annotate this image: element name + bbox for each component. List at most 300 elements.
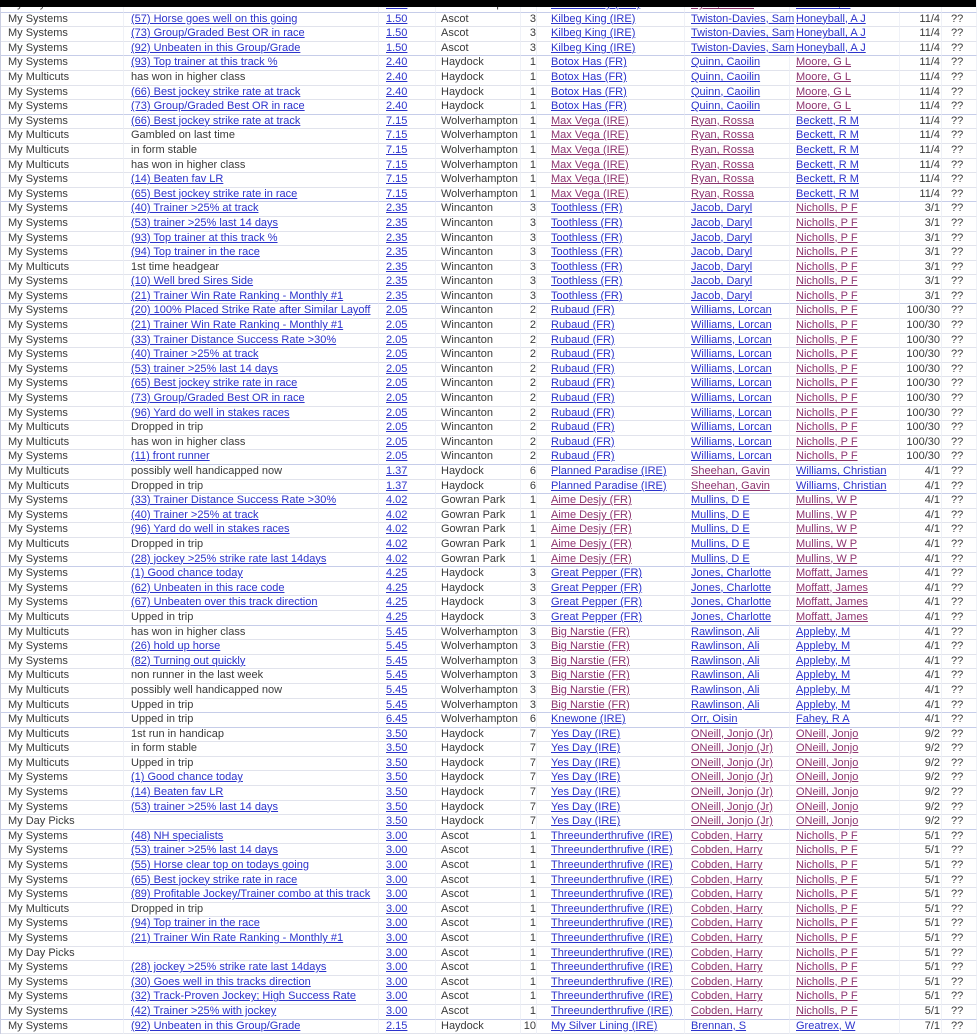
horse-link[interactable]: Threeunderthrufive (IRE) (551, 844, 673, 857)
race-time-link[interactable]: 3.50 (386, 756, 408, 769)
race-time-link[interactable]: 4.25 (386, 610, 408, 623)
system-description-link[interactable]: (33) Trainer Distance Success Rate >30% (131, 494, 337, 507)
system-description-link[interactable]: (57) Horse goes well on this going (131, 12, 298, 25)
horse-link[interactable]: Yes Day (IRE) (551, 727, 621, 740)
horse-link[interactable]: Rubaud (FR) (551, 421, 615, 434)
horse-link[interactable]: Big Narstie (FR) (551, 698, 630, 711)
trainer-link[interactable]: Williams, Christian (796, 479, 887, 492)
trainer-link[interactable]: Honeyball, A J (796, 12, 866, 25)
jockey-link[interactable]: Jones, Charlotte (691, 610, 772, 623)
race-time-link[interactable]: 4.25 (386, 581, 408, 594)
system-description-link[interactable]: (93) Top trainer at this track % (131, 231, 278, 244)
race-time-link[interactable]: 2.05 (386, 319, 408, 332)
system-description-link[interactable]: (73) Group/Graded Best OR in race (131, 27, 305, 40)
race-time-link[interactable]: 5.45 (386, 640, 408, 653)
trainer-link[interactable]: Nicholls, P F (796, 844, 858, 857)
trainer-link[interactable]: Nicholls, P F (796, 829, 858, 842)
race-time-link[interactable]: 2.35 (386, 260, 408, 273)
jockey-link[interactable]: ONeill, Jonjo (Jr) (691, 815, 773, 828)
jockey-link[interactable]: Ryan, Rossa (691, 143, 754, 156)
trainer-link[interactable]: Nicholls, P F (796, 902, 858, 915)
horse-link[interactable]: Max Vega (IRE) (551, 187, 629, 200)
jockey-link[interactable]: Cobden, Harry (691, 873, 763, 886)
race-time-link[interactable]: 1.50 (386, 27, 408, 40)
race-time-link[interactable]: 2.05 (386, 377, 408, 390)
system-description-link[interactable]: (1) Good chance today (131, 567, 243, 580)
race-time-link[interactable]: 1.50 (386, 12, 408, 25)
jockey-link[interactable]: Jones, Charlotte (691, 581, 772, 594)
race-time-link[interactable]: 1.37 (386, 465, 408, 477)
trainer-link[interactable]: ONeill, Jonjo (796, 756, 859, 769)
race-time-link[interactable]: 3.00 (386, 902, 408, 915)
system-description-link[interactable]: (65) Best jockey strike rate in race (131, 377, 298, 390)
trainer-link[interactable]: Appleby, M (796, 625, 851, 638)
race-time-link[interactable]: 3.00 (386, 1004, 408, 1017)
race-time-link[interactable]: 2.35 (386, 231, 408, 244)
race-time-link[interactable]: 3.00 (386, 975, 408, 988)
jockey-link[interactable]: Rawlinson, Ali (691, 683, 760, 696)
trainer-link[interactable]: Nicholls, P F (796, 216, 858, 229)
system-description-link[interactable]: (53) trainer >25% last 14 days (131, 362, 279, 375)
trainer-link[interactable]: Nicholls, P F (796, 917, 858, 930)
race-time-link[interactable]: 4.02 (386, 508, 408, 521)
horse-link[interactable]: Max Vega (IRE) (551, 129, 629, 142)
trainer-link[interactable]: Beckett, R M (796, 129, 859, 142)
trainer-link[interactable]: Nicholls, P F (796, 231, 858, 244)
jockey-link[interactable]: Williams, Lorcan (691, 450, 772, 463)
trainer-link[interactable]: Beckett, R M (796, 173, 859, 186)
trainer-link[interactable]: Honeyball, A J (796, 41, 866, 54)
system-description-link[interactable]: (28) jockey >25% strike rate last 14days (131, 552, 327, 565)
horse-link[interactable]: Big Narstie (FR) (551, 625, 630, 638)
race-time-link[interactable]: 2.40 (386, 56, 408, 69)
jockey-link[interactable]: Rawlinson, Ali (691, 654, 760, 667)
trainer-link[interactable]: Nicholls, P F (796, 377, 858, 390)
trainer-link[interactable]: Nicholls, P F (796, 859, 858, 872)
race-time-link[interactable]: 2.40 (386, 70, 408, 83)
race-time-link[interactable]: 7.15 (386, 158, 408, 171)
trainer-link[interactable]: Greatrex, W (796, 1019, 856, 1032)
jockey-link[interactable]: ONeill, Jonjo (Jr) (691, 727, 773, 740)
horse-link[interactable]: Threeunderthrufive (IRE) (551, 975, 673, 988)
race-time-link[interactable]: 4.02 (386, 537, 408, 550)
horse-link[interactable]: Aime Desjy (FR) (551, 523, 632, 536)
jockey-link[interactable]: Mullins, D E (691, 494, 750, 507)
horse-link[interactable]: Aime Desjy (FR) (551, 537, 632, 550)
race-time-link[interactable]: 5.45 (386, 698, 408, 711)
trainer-link[interactable]: Honeyball, A J (796, 27, 866, 40)
system-description-link[interactable]: (21) Trainer Win Rate Ranking - Monthly #1 (131, 319, 344, 332)
jockey-link[interactable]: Cobden, Harry (691, 975, 763, 988)
trainer-link[interactable]: Nicholls, P F (796, 975, 858, 988)
trainer-link[interactable]: Nicholls, P F (796, 275, 858, 288)
horse-link[interactable]: Toothless (FR) (551, 260, 623, 273)
horse-link[interactable]: Kilbeg King (IRE) (551, 27, 636, 40)
race-time-link[interactable]: 3.50 (386, 815, 408, 828)
race-time-link[interactable]: 1.50 (386, 41, 408, 54)
trainer-link[interactable]: Fahey, R A (796, 713, 850, 726)
race-time-link[interactable]: 2.35 (386, 289, 408, 302)
horse-link[interactable]: Aime Desjy (FR) (551, 552, 632, 565)
jockey-link[interactable]: Williams, Lorcan (691, 333, 772, 346)
system-description-link[interactable]: (65) Best jockey strike rate in race (131, 187, 298, 200)
system-description-link[interactable]: (40) Trainer >25% at track (131, 202, 259, 215)
system-description-link[interactable]: (96) Yard do well in stakes races (131, 523, 290, 536)
horse-link[interactable]: Threeunderthrufive (IRE) (551, 888, 673, 901)
horse-link[interactable]: Toothless (FR) (551, 275, 623, 288)
jockey-link[interactable]: Twiston-Davies, Sam (691, 41, 795, 54)
horse-link[interactable]: Aime Desjy (FR) (551, 508, 632, 521)
trainer-link[interactable]: Moore, G L (796, 85, 852, 98)
horse-link[interactable]: Rubaud (FR) (551, 392, 615, 405)
horse-link[interactable]: My Silver Lining (IRE) (551, 1019, 658, 1032)
race-time-link[interactable]: 7.15 (386, 173, 408, 186)
trainer-link[interactable]: Appleby, M (796, 654, 851, 667)
system-description-link[interactable]: (40) Trainer >25% at track (131, 348, 259, 361)
jockey-link[interactable]: ONeill, Jonjo (Jr) (691, 742, 773, 755)
trainer-link[interactable]: Beckett, R M (796, 114, 859, 127)
horse-link[interactable]: Threeunderthrufive (IRE) (551, 946, 673, 959)
race-time-link[interactable]: 3.00 (386, 888, 408, 901)
horse-link[interactable]: Max Vega (IRE) (551, 173, 629, 186)
jockey-link[interactable]: ONeill, Jonjo (Jr) (691, 756, 773, 769)
race-time-link[interactable]: 3.50 (386, 771, 408, 784)
horse-link[interactable]: Max Vega (IRE) (551, 114, 629, 127)
horse-link[interactable]: Rubaud (FR) (551, 450, 615, 463)
race-time-link[interactable]: 4.02 (386, 523, 408, 536)
trainer-link[interactable]: Mullins, W P (796, 494, 858, 507)
horse-link[interactable]: Botox Has (FR) (551, 85, 627, 98)
horse-link[interactable]: Rubaud (FR) (551, 319, 615, 332)
jockey-link[interactable]: Mullins, D E (691, 552, 750, 565)
horse-link[interactable]: Knewone (IRE) (551, 713, 626, 726)
race-time-link[interactable]: 7.15 (386, 129, 408, 142)
horse-link[interactable]: Yes Day (IRE) (551, 771, 621, 784)
jockey-link[interactable]: Twiston-Davies, Sam (691, 27, 795, 40)
jockey-link[interactable]: Jones, Charlotte (691, 567, 772, 580)
jockey-link[interactable]: Ryan, Rossa (691, 129, 754, 142)
race-time-link[interactable]: 4.25 (386, 567, 408, 580)
race-time-link[interactable]: 5.45 (386, 669, 408, 682)
system-description-link[interactable]: (21) Trainer Win Rate Ranking - Monthly #1 (131, 289, 344, 302)
system-description-link[interactable]: (21) Trainer Win Rate Ranking - Monthly #1 (131, 932, 344, 944)
trainer-link[interactable]: Nicholls, P F (796, 304, 858, 317)
jockey-link[interactable]: Brennan, S (691, 1019, 747, 1032)
jockey-link[interactable]: Sheehan, Gavin (691, 465, 770, 477)
race-time-link[interactable]: 2.05 (386, 362, 408, 375)
system-description-link[interactable]: (96) Yard do well in stakes races (131, 406, 290, 419)
horse-link[interactable]: Rubaud (FR) (551, 348, 615, 361)
horse-link[interactable]: Threeunderthrufive (IRE) (551, 990, 673, 1003)
race-time-link[interactable]: 2.35 (386, 202, 408, 215)
jockey-link[interactable]: Jacob, Daryl (691, 216, 753, 229)
race-time-link[interactable]: 2.05 (386, 333, 408, 346)
jockey-link[interactable]: Jacob, Daryl (691, 289, 753, 302)
jockey-link[interactable]: Cobden, Harry (691, 844, 763, 857)
jockey-link[interactable]: Cobden, Harry (691, 888, 763, 901)
system-description-link[interactable]: (92) Unbeaten in this Group/Grade (131, 1019, 301, 1032)
jockey-link[interactable]: Jacob, Daryl (691, 231, 753, 244)
trainer-link[interactable]: Nicholls, P F (796, 961, 858, 974)
jockey-link[interactable]: Quinn, Caoilin (691, 85, 761, 98)
system-description-link[interactable]: (66) Best jockey strike rate at track (131, 114, 301, 127)
jockey-link[interactable]: Cobden, Harry (691, 946, 763, 959)
jockey-link[interactable]: Quinn, Caoilin (691, 70, 761, 83)
race-time-link[interactable]: 2.05 (386, 450, 408, 463)
race-time-link[interactable]: 7.15 (386, 143, 408, 156)
trainer-link[interactable]: Mullins, W P (796, 552, 858, 565)
trainer-link[interactable]: Nicholls, P F (796, 289, 858, 302)
race-time-link[interactable]: 3.00 (386, 961, 408, 974)
race-time-link[interactable]: 6.45 (386, 713, 408, 726)
race-time-link[interactable]: 4.25 (386, 596, 408, 609)
trainer-link[interactable]: Nicholls, P F (796, 362, 858, 375)
race-time-link[interactable]: 3.00 (386, 990, 408, 1003)
system-description-link[interactable]: (53) trainer >25% last 14 days (131, 844, 279, 857)
race-time-link[interactable]: 2.35 (386, 216, 408, 229)
trainer-link[interactable]: Nicholls, P F (796, 946, 858, 959)
horse-link[interactable]: Botox Has (FR) (551, 70, 627, 83)
jockey-link[interactable]: Jacob, Daryl (691, 202, 753, 215)
jockey-link[interactable]: Ryan, Rossa (691, 158, 754, 171)
horse-link[interactable]: Toothless (FR) (551, 202, 623, 215)
race-time-link[interactable]: 3.00 (386, 932, 408, 944)
horse-link[interactable]: Threeunderthrufive (IRE) (551, 932, 673, 944)
trainer-link[interactable]: Moffatt, James (796, 581, 868, 594)
jockey-link[interactable]: ONeill, Jonjo (Jr) (691, 786, 773, 799)
trainer-link[interactable]: Nicholls, P F (796, 932, 858, 944)
jockey-link[interactable]: Rawlinson, Ali (691, 669, 760, 682)
horse-link[interactable]: Rubaud (FR) (551, 333, 615, 346)
race-time-link[interactable]: 2.40 (386, 85, 408, 98)
trainer-link[interactable]: Beckett, R M (796, 143, 859, 156)
horse-link[interactable]: Threeunderthrufive (IRE) (551, 902, 673, 915)
trainer-link[interactable]: ONeill, Jonjo (796, 771, 859, 784)
jockey-link[interactable]: Williams, Lorcan (691, 377, 772, 390)
jockey-link[interactable]: Williams, Lorcan (691, 348, 772, 361)
system-description-link[interactable]: (11) front runner (131, 450, 210, 463)
horse-link[interactable]: Toothless (FR) (551, 216, 623, 229)
horse-link[interactable]: Aime Desjy (FR) (551, 494, 632, 507)
horse-link[interactable]: Botox Has (FR) (551, 56, 627, 69)
trainer-link[interactable]: Nicholls, P F (796, 319, 858, 332)
race-time-link[interactable]: 3.00 (386, 873, 408, 886)
race-time-link[interactable]: 2.05 (386, 435, 408, 448)
system-description-link[interactable]: (94) Top trainer in the race (131, 246, 260, 259)
system-description-link[interactable]: (82) Turning out quickly (131, 654, 246, 667)
system-description-link[interactable]: (66) Best jockey strike rate at track (131, 85, 301, 98)
race-time-link[interactable]: 7.15 (386, 187, 408, 200)
system-description-link[interactable]: (40) Trainer >25% at track (131, 508, 259, 521)
race-time-link[interactable]: 3.50 (386, 742, 408, 755)
trainer-link[interactable]: Nicholls, P F (796, 260, 858, 273)
trainer-link[interactable]: ONeill, Jonjo (796, 727, 859, 740)
trainer-link[interactable]: Appleby, M (796, 640, 851, 653)
jockey-link[interactable]: Cobden, Harry (691, 917, 763, 930)
horse-link[interactable]: Planned Paradise (IRE) (551, 465, 667, 477)
system-description-link[interactable]: (53) trainer >25% last 14 days (131, 800, 279, 813)
horse-link[interactable]: Threeunderthrufive (IRE) (551, 1004, 673, 1017)
horse-link[interactable]: Botox Has (FR) (551, 100, 627, 113)
trainer-link[interactable]: Appleby, M (796, 683, 851, 696)
trainer-link[interactable]: Mullins, W P (796, 537, 858, 550)
race-time-link[interactable]: 4.02 (386, 552, 408, 565)
race-time-link[interactable]: 2.35 (386, 246, 408, 259)
system-description-link[interactable]: (73) Group/Graded Best OR in race (131, 100, 305, 113)
race-time-link[interactable]: 3.50 (386, 800, 408, 813)
system-description-link[interactable]: (65) Best jockey strike rate in race (131, 873, 298, 886)
system-description-link[interactable]: (73) Group/Graded Best OR in race (131, 392, 305, 405)
trainer-link[interactable]: Appleby, M (796, 698, 851, 711)
trainer-link[interactable]: Moore, G L (796, 70, 852, 83)
system-description-link[interactable]: (14) Beaten fav LR (131, 786, 224, 799)
trainer-link[interactable]: ONeill, Jonjo (796, 786, 859, 799)
jockey-link[interactable]: Williams, Lorcan (691, 406, 772, 419)
system-description-link[interactable]: (48) NH specialists (131, 829, 224, 842)
horse-link[interactable]: Kilbeg King (IRE) (551, 12, 636, 25)
jockey-link[interactable]: Rawlinson, Ali (691, 698, 760, 711)
trainer-link[interactable]: Nicholls, P F (796, 246, 858, 259)
horse-link[interactable]: Rubaud (FR) (551, 362, 615, 375)
race-time-link[interactable]: 5.45 (386, 625, 408, 638)
jockey-link[interactable]: Cobden, Harry (691, 859, 763, 872)
jockey-link[interactable]: Jones, Charlotte (691, 596, 772, 609)
jockey-link[interactable]: Jacob, Daryl (691, 246, 753, 259)
horse-link[interactable]: Great Pepper (FR) (551, 596, 643, 609)
trainer-link[interactable]: ONeill, Jonjo (796, 815, 859, 828)
race-time-link[interactable]: 3.00 (386, 859, 408, 872)
race-time-link[interactable]: 1.37 (386, 479, 408, 492)
jockey-link[interactable]: Cobden, Harry (691, 932, 763, 944)
horse-link[interactable]: Rubaud (FR) (551, 435, 615, 448)
race-time-link[interactable]: 4.02 (386, 494, 408, 507)
horse-link[interactable]: Big Narstie (FR) (551, 669, 630, 682)
trainer-link[interactable]: Nicholls, P F (796, 1004, 858, 1017)
jockey-link[interactable]: Cobden, Harry (691, 1004, 763, 1017)
trainer-link[interactable]: Appleby, M (796, 669, 851, 682)
horse-link[interactable]: Big Narstie (FR) (551, 640, 630, 653)
horse-link[interactable]: Threeunderthrufive (IRE) (551, 859, 673, 872)
trainer-link[interactable]: Nicholls, P F (796, 450, 858, 463)
trainer-link[interactable]: Nicholls, P F (796, 873, 858, 886)
race-time-link[interactable]: 3.00 (386, 829, 408, 842)
trainer-link[interactable]: Nicholls, P F (796, 888, 858, 901)
horse-link[interactable]: Threeunderthrufive (IRE) (551, 873, 673, 886)
jockey-link[interactable]: Cobden, Harry (691, 990, 763, 1003)
horse-link[interactable]: Great Pepper (FR) (551, 581, 643, 594)
jockey-link[interactable]: Quinn, Caoilin (691, 100, 761, 113)
trainer-link[interactable]: Nicholls, P F (796, 202, 858, 215)
horse-link[interactable]: Yes Day (IRE) (551, 800, 621, 813)
system-description-link[interactable]: (32) Track-Proven Jockey; High Success Rate (131, 990, 356, 1003)
race-time-link[interactable]: 5.45 (386, 654, 408, 667)
race-time-link[interactable]: 3.00 (386, 844, 408, 857)
jockey-link[interactable]: Jacob, Daryl (691, 260, 753, 273)
trainer-link[interactable]: Moffatt, James (796, 610, 868, 623)
horse-link[interactable]: Threeunderthrufive (IRE) (551, 961, 673, 974)
horse-link[interactable]: Max Vega (IRE) (551, 158, 629, 171)
jockey-link[interactable]: Rawlinson, Ali (691, 625, 760, 638)
trainer-link[interactable]: Nicholls, P F (796, 392, 858, 405)
trainer-link[interactable]: Mullins, W P (796, 508, 858, 521)
system-description-link[interactable]: (93) Top trainer at this track % (131, 56, 278, 69)
system-description-link[interactable]: (42) Trainer >25% with jockey (131, 1004, 277, 1017)
jockey-link[interactable]: Rawlinson, Ali (691, 640, 760, 653)
system-description-link[interactable]: (28) jockey >25% strike rate last 14days (131, 961, 327, 974)
jockey-link[interactable]: Jacob, Daryl (691, 275, 753, 288)
jockey-link[interactable]: Williams, Lorcan (691, 392, 772, 405)
horse-link[interactable]: Threeunderthrufive (IRE) (551, 917, 673, 930)
jockey-link[interactable]: Twiston-Davies, Sam (691, 12, 795, 25)
horse-link[interactable]: Big Narstie (FR) (551, 654, 630, 667)
jockey-link[interactable]: Cobden, Harry (691, 902, 763, 915)
race-time-link[interactable]: 2.05 (386, 406, 408, 419)
horse-link[interactable]: Kilbeg King (IRE) (551, 41, 636, 54)
horse-link[interactable]: Toothless (FR) (551, 246, 623, 259)
trainer-link[interactable]: Nicholls, P F (796, 348, 858, 361)
jockey-link[interactable]: Williams, Lorcan (691, 421, 772, 434)
trainer-link[interactable]: Nicholls, P F (796, 333, 858, 346)
horse-link[interactable]: Yes Day (IRE) (551, 756, 621, 769)
race-time-link[interactable]: 3.50 (386, 727, 408, 740)
trainer-link[interactable]: Moffatt, James (796, 596, 868, 609)
system-description-link[interactable]: (10) Well bred Sires Side (131, 275, 254, 288)
horse-link[interactable]: Yes Day (IRE) (551, 786, 621, 799)
trainer-link[interactable]: Nicholls, P F (796, 421, 858, 434)
system-description-link[interactable]: (92) Unbeaten in this Group/Grade (131, 41, 301, 54)
race-time-link[interactable]: 7.15 (386, 114, 408, 127)
jockey-link[interactable]: Quinn, Caoilin (691, 56, 761, 69)
jockey-link[interactable]: Cobden, Harry (691, 961, 763, 974)
trainer-link[interactable]: Moffatt, James (796, 567, 868, 580)
jockey-link[interactable]: Mullins, D E (691, 523, 750, 536)
jockey-link[interactable]: Williams, Lorcan (691, 304, 772, 317)
horse-link[interactable]: Rubaud (FR) (551, 406, 615, 419)
jockey-link[interactable]: Mullins, D E (691, 508, 750, 521)
trainer-link[interactable]: Moore, G L (796, 100, 852, 113)
system-description-link[interactable]: (53) trainer >25% last 14 days (131, 216, 279, 229)
horse-link[interactable]: Planned Paradise (IRE) (551, 479, 667, 492)
system-description-link[interactable]: (14) Beaten fav LR (131, 173, 224, 186)
trainer-link[interactable]: Moore, G L (796, 56, 852, 69)
jockey-link[interactable]: Ryan, Rossa (691, 187, 754, 200)
trainer-link[interactable]: Nicholls, P F (796, 406, 858, 419)
horse-link[interactable]: Rubaud (FR) (551, 304, 615, 317)
horse-link[interactable]: Big Narstie (FR) (551, 683, 630, 696)
race-time-link[interactable]: 2.05 (386, 348, 408, 361)
horse-link[interactable]: Great Pepper (FR) (551, 567, 643, 580)
race-time-link[interactable]: 5.45 (386, 683, 408, 696)
system-description-link[interactable]: (67) Unbeaten over this track direction (131, 596, 318, 609)
system-description-link[interactable]: (30) Goes well in this tracks direction (131, 975, 311, 988)
horse-link[interactable]: Yes Day (IRE) (551, 815, 621, 828)
race-time-link[interactable]: 2.05 (386, 421, 408, 434)
jockey-link[interactable]: Mullins, D E (691, 537, 750, 550)
system-description-link[interactable]: (89) Profitable Jockey/Trainer combo at this track (131, 888, 371, 901)
system-description-link[interactable]: (20) 100% Placed Strike Rate after Similar Layoff (131, 304, 371, 317)
race-time-link[interactable]: 3.00 (386, 946, 408, 959)
system-description-link[interactable]: (55) Horse clear top on todays going (131, 859, 309, 872)
horse-link[interactable]: Max Vega (IRE) (551, 143, 629, 156)
system-description-link[interactable]: (94) Top trainer in the race (131, 917, 260, 930)
jockey-link[interactable]: Williams, Lorcan (691, 319, 772, 332)
jockey-link[interactable]: Orr, Oisin (691, 713, 738, 726)
system-description-link[interactable]: (33) Trainer Distance Success Rate >30% (131, 333, 337, 346)
trainer-link[interactable]: Beckett, R M (796, 187, 859, 200)
trainer-link[interactable]: Williams, Christian (796, 465, 887, 477)
race-time-link[interactable]: 3.00 (386, 917, 408, 930)
jockey-link[interactable]: Williams, Lorcan (691, 435, 772, 448)
